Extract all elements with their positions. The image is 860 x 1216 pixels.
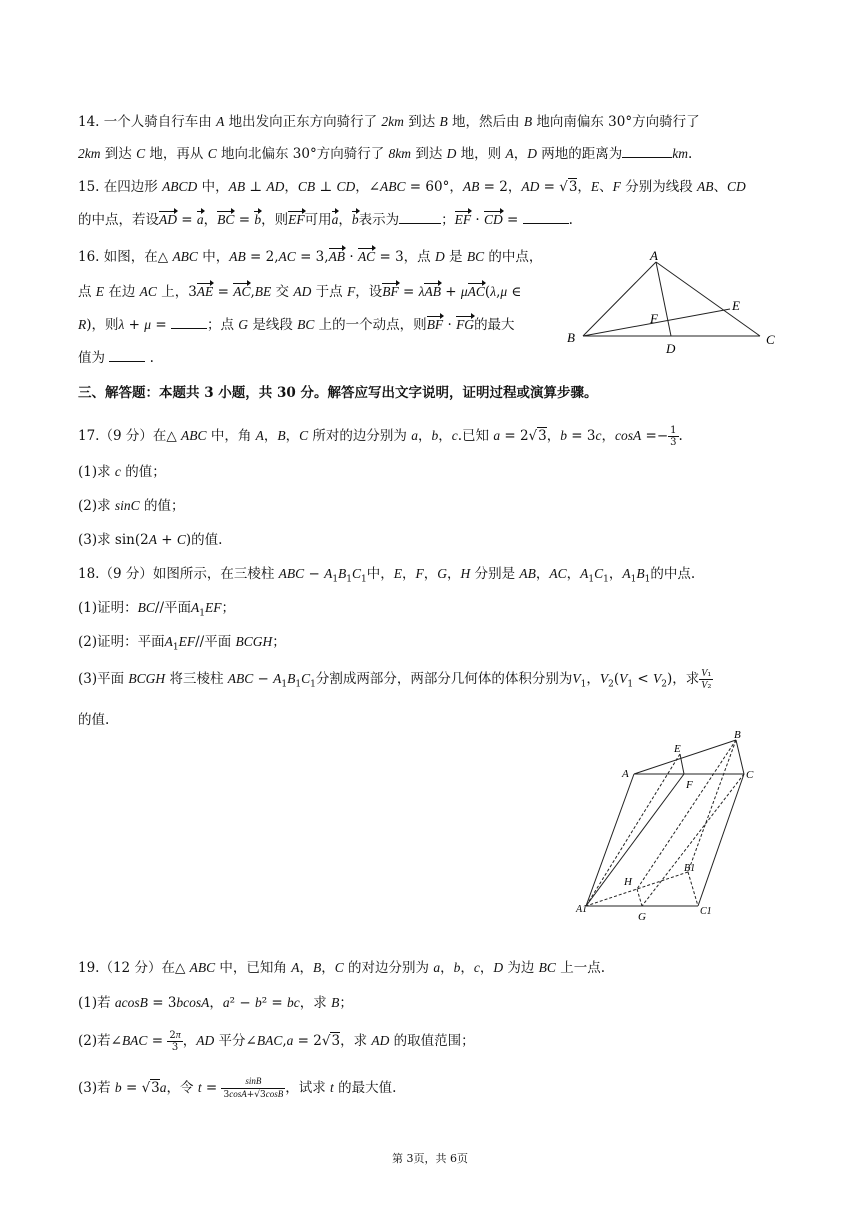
q18-part3-end: 的值. xyxy=(78,712,110,728)
triangle-figure-16 xyxy=(560,245,790,355)
q15-line1: 15. 在四边形 ABCD 中，AB ⊥ AD，CB ⊥ CD，∠ABC = 60°，AB = 2，AD = √3，E、F 分别为线段 AB、CD xyxy=(78,179,746,195)
q17-part1: (1)求 c 的值； xyxy=(78,464,166,480)
q16-line4: 值为 . xyxy=(78,350,154,366)
section-3-header: 三、解答题：本题共 3 小题，共 30 分。解答应写出文字说明，证明过程或演算步骤。 xyxy=(78,385,598,401)
q19-part2: (2)若∠BAC = $\frac{2\pi}{3}$ ，AD 平分∠BAC,a = 2√3，求 AD 的取值范围； xyxy=(78,1030,475,1053)
fig16-label-c: C xyxy=(766,332,775,347)
q17-part3: (3)求 sin(2A + C)的值. xyxy=(78,532,223,548)
q16-line3: R)，则λ + μ = ；点 G 是线段 BC 上的一个动点，则BF · FG的最大 xyxy=(78,317,515,333)
q18-part1: (1)证明：BC//平面$A_1EF$； xyxy=(78,600,235,619)
q18-stem: 18.（9 分）如图所示，在三棱柱 ABC − $A_1B_1C_1$中，E，F，G，H 分别是 AB，AC，$A_1C_1$，$A_1B_1$的中点. xyxy=(78,566,696,585)
q17-part2: (2)求 sinC 的值； xyxy=(78,498,185,514)
q18-part2: (2)证明：平面$A_1EF//$平面 BCGH； xyxy=(78,634,286,653)
q14-line2: 2km 到达 C 地，再从 C 地向北偏东 30°方向骑行了 8km 到达 D 地，则 A，D 两地的距离为 km. xyxy=(78,146,693,162)
fig18-label-a1: A1 xyxy=(576,904,588,915)
q14-line1: 14. 一个人骑自行车由 A 地出发向正东方向骑行了 2km 到达 B 地，然后由 B 地向南偏东 30°方向骑行了 xyxy=(78,114,700,130)
q17-stem: 17.（9 分）在△ ABC 中，角 A，B，C 所对的边分别为 a，b，c.已知 a = 2√3，b = 3c，cosA =− $\frac{1}{3}$ . xyxy=(78,425,683,448)
fig18-label-b1: B1 xyxy=(684,863,696,874)
q18-part3: (3)平面 BCGH 将三棱柱 ABC − $A_1B_1C_1$分割成两部分，两部分几何体的体积分别为$V_1$，$V_2(V_1 < V_2)$，求 $\frac{\text{V₁}}{\text{V₂}}$ xyxy=(78,668,712,691)
fig16-label-a: A xyxy=(650,248,658,263)
fig16-label-f: F xyxy=(650,311,658,326)
q19-part1: (1)若 acosB = 3bcosA，a² − b² = bc，求 B； xyxy=(78,995,353,1011)
fig18-label-f: F xyxy=(686,779,693,791)
fig18-label-a: A xyxy=(622,768,629,780)
q19-stem: 19.（12 分）在△ ABC 中，已知角 A，B，C 的对边分别为 a，b，c，D 为边 BC 上一点. xyxy=(78,960,606,976)
q19-part3: (3)若 b = √3a，令 t = $\frac{\sin B}{3\cos A+√3\cos B}$ ，试求 t 的最大值. xyxy=(78,1076,397,1100)
page-footer: 第 3页，共 6页 xyxy=(392,1152,468,1165)
prism-figure-18 xyxy=(570,728,790,928)
fig18-label-e: E xyxy=(674,743,681,755)
fig16-label-e: E xyxy=(732,298,740,313)
q16-line2: 点 E 在边 AC 上，3AE = AC,BE 交 AD 于点 F，设BF = λAB + μAC(λ,μ ∈ xyxy=(78,284,522,300)
fig18-label-c1: C1 xyxy=(700,906,712,917)
fig16-label-d: D xyxy=(666,341,676,355)
fig18-label-h: H xyxy=(624,876,632,888)
fig16-label-b: B xyxy=(567,330,575,345)
fig18-label-g: G xyxy=(638,911,646,923)
q16-line1: 16. 如图，在△ ABC 中，AB = 2,AC = 3,AB · AC = 3，点 D 是 BC 的中点， xyxy=(78,249,543,265)
q15-line2: 的中点，若设AD = a，BC = b，则EF可用a，b表示为 ；EF · CD = . xyxy=(78,212,573,228)
fig18-label-b: B xyxy=(734,729,741,741)
fig18-label-c: C xyxy=(746,769,754,781)
